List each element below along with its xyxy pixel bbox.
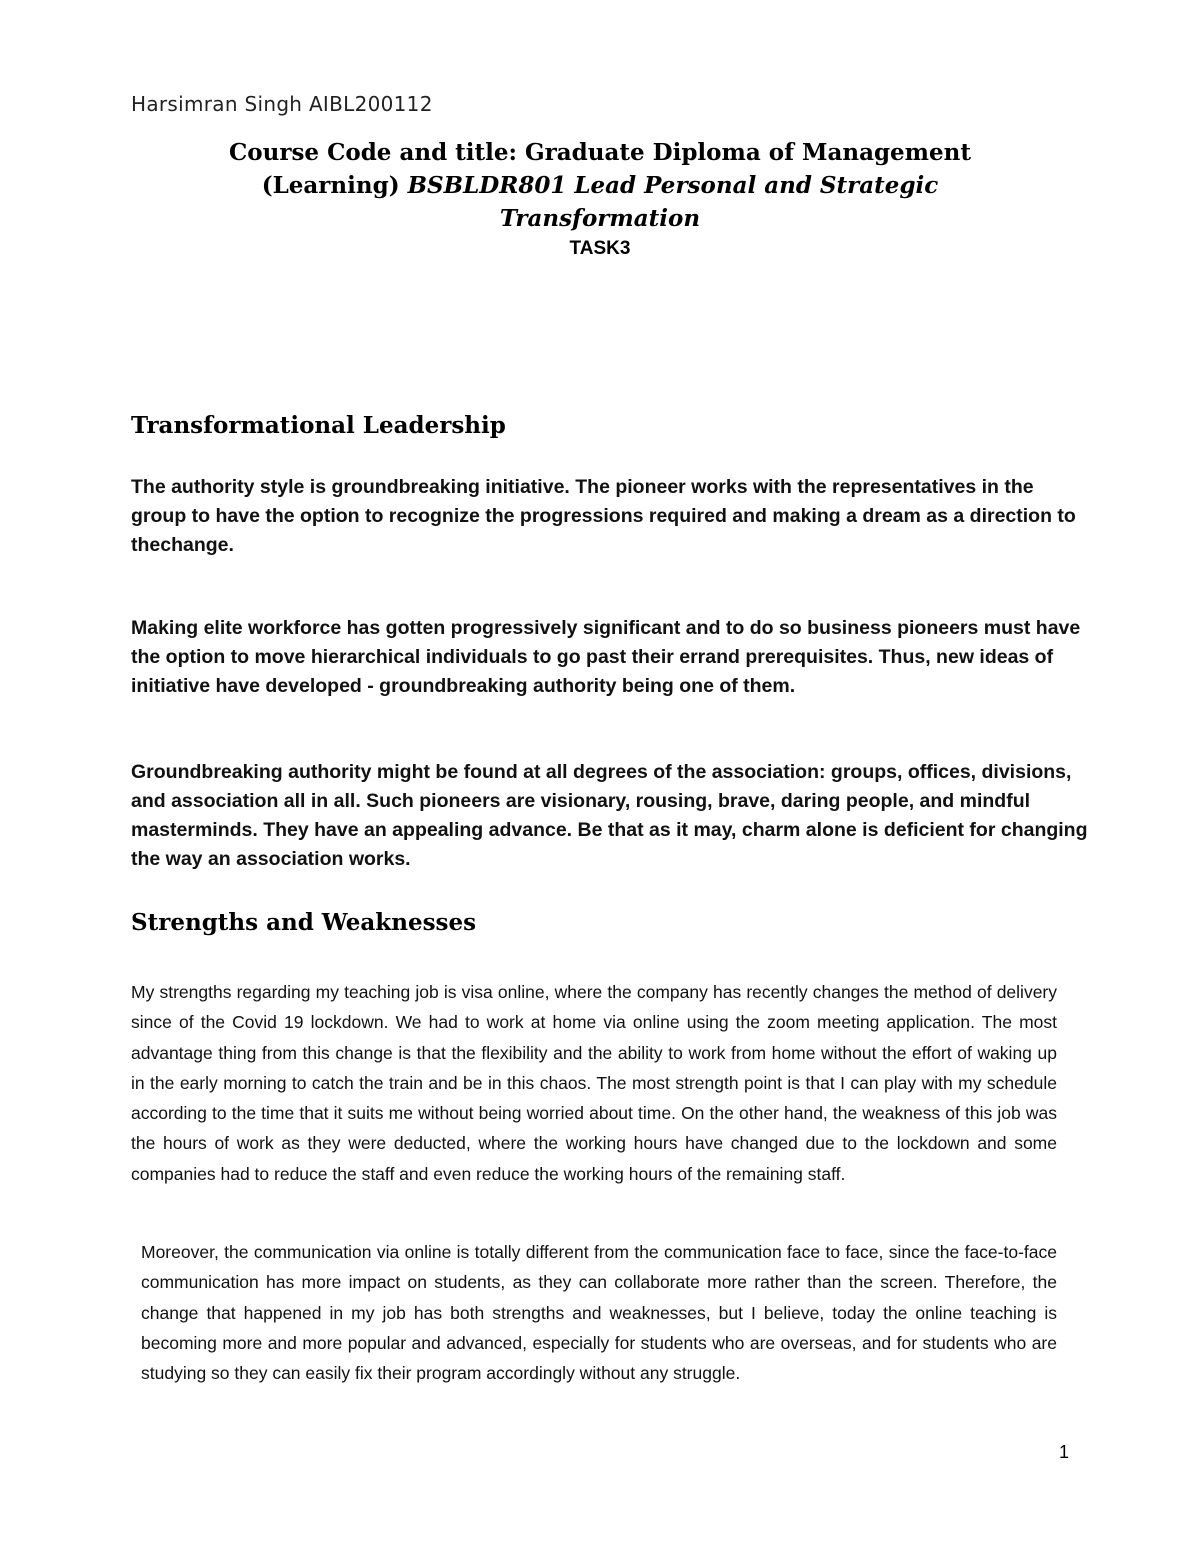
paragraph-leadership-3: Groundbreaking authority might be found at all degrees of the association: groups, offices, divisions, and association all in all. Such pioneers are visionary, rousing, brave, daring people, and mindful masterminds. They have an appealing advance. Be that as it may, charm alone is deficient for changing the way an association works.: [131, 761, 1088, 870]
course-title-plain: (Learning): [261, 172, 408, 199]
course-title-italic: BSBLDR801 Lead Personal and Strategic: [407, 172, 939, 199]
course-title: [131, 136, 1069, 235]
course-title-line-2: [131, 169, 1069, 202]
paragraph-strengths-2: Moreover, the communication via online is totally different from the communication face to face, since the face-to-face communication has more impact on students, as they can collaborate more rather than the screen. Therefore, the change that happened in my job has both strengths and weaknesses, but I believe, today the online teaching is becoming more and more popular and advanced, especially for students who are overseas, and for students who are studying so they can easily fix their program accordingly without any struggle.: [141, 1242, 1057, 1384]
section-heading-transformational-leadership: Transformational Leadership: [131, 412, 506, 439]
paragraph-leadership-2: Making elite workforce has gotten progressively significant and to do so business pioneers must have the option to move hierarchical individuals to go past their errand prerequisites. Thus, new ideas of initiative have developed - groundbreaking authority being one of them.: [131, 617, 1081, 697]
section-heading-strengths-weaknesses: Strengths and Weaknesses: [131, 909, 477, 936]
page-number: 1: [1059, 1442, 1070, 1462]
paragraph-strengths-1: My strengths regarding my teaching job is visa online, where the company has recently changes the method of delivery since of the Covid 19 lockdown. We had to work at home via online using the zoom meeting application. The most advantage thing from this change is that the flexibility and the ability to work from home without the effort of waking up in the early morning to catch the train and be in this chaos. The most strength point is that I can play with my schedule according to the time that it suits me without being worried about time. On the other hand, the weakness of this job was the hours of work as they were deducted, where the working hours have changed due to the lockdown and some companies had to reduce the staff and even reduce the working hours of the remaining staff.: [131, 982, 1057, 1184]
task-label: TASK3: [569, 238, 631, 259]
author-line: Harsimran Singh AIBL200112: [131, 92, 433, 116]
course-title-line-3: Transformation: [499, 205, 701, 232]
paragraph-leadership-1: The authority style is groundbreaking initiative. The pioneer works with the representatives in the group to have the option to recognize the progressions required and making a dream as a direction to thechange.: [131, 476, 1076, 556]
course-title-line-1: Course Code and title: Graduate Diploma of Management: [229, 139, 971, 166]
